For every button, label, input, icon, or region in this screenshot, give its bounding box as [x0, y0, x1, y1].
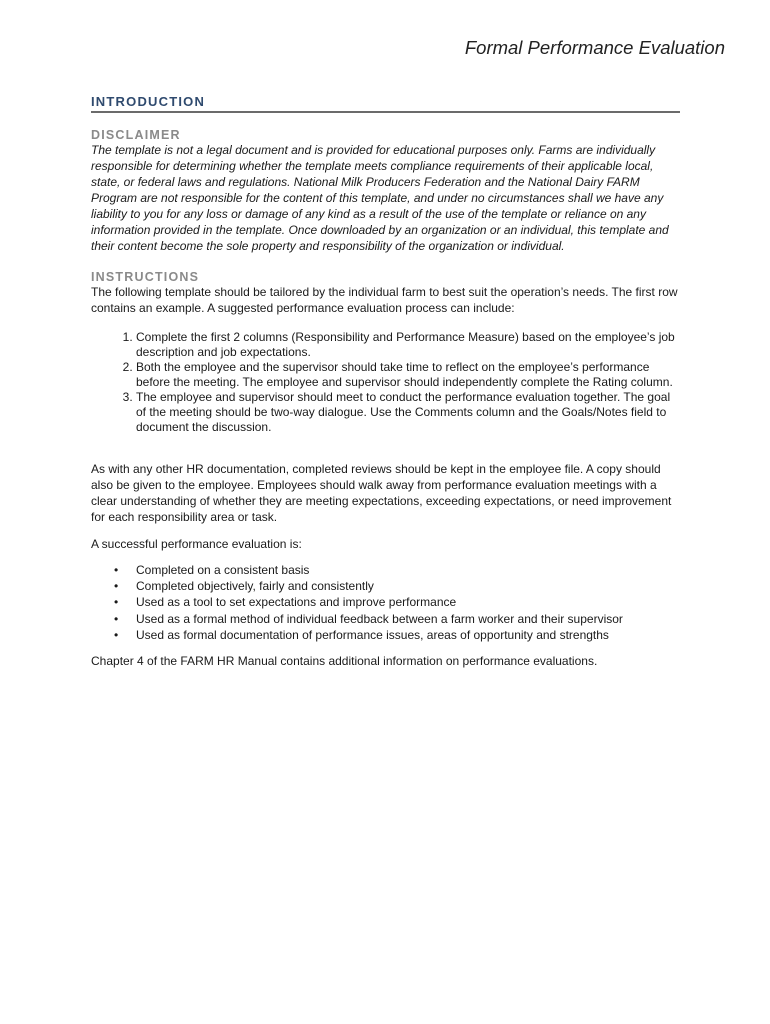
- list-item: [114, 594, 680, 610]
- list-item-text: Used as formal documentation of performance issues, areas of opportunity and strengths: [136, 627, 609, 642]
- list-item: 3. The employee and supervisor should meet to conduct the performance evaluation together. The goal of the meeting should be two-way dialogue. Use the Comments column and the Goals/Notes field to document the discussion.: [136, 390, 680, 435]
- bullet-icon: •: [114, 579, 119, 594]
- records-paragraph: As with any other HR documentation, completed reviews should be kept in the employee file. A copy should also be given to the employee. Employees should walk away from performance evaluation meetings with a clear understanding of whether they are meeting expectations, exceeding expectations, or need improvement for each responsibility area or task.: [91, 462, 672, 524]
- document-body: [91, 94, 680, 669]
- instructions-text: The following template should be tailored by the individual farm to best suit the operation’s needs. The first row contains an example. A suggested performance evaluation process can include:: [91, 285, 678, 315]
- list-item-text: Completed objectively, fairly and consistently: [136, 579, 374, 594]
- bullet-icon: •: [114, 563, 119, 577]
- list-item: [114, 562, 680, 578]
- bullet-icon: •: [114, 595, 119, 610]
- list-item: [114, 627, 680, 643]
- list-item-text: Completed on a consistent basis: [136, 563, 310, 577]
- list-item: 2. Both the employee and the supervisor should take time to reflect on the employee’s performance before the meeting. The employee and supervisor should independently complete the Rating column.: [136, 360, 680, 390]
- success-intro-text: A successful performance evaluation is:: [91, 537, 302, 551]
- instructions-heading: INSTRUCTIONS: [91, 270, 200, 284]
- list-item: [114, 578, 680, 594]
- instructions-steps-list: [91, 330, 680, 435]
- list-item: 1. Complete the first 2 columns (Responsibility and Performance Measure) based on the employee’s job description and job expectations.: [136, 330, 680, 360]
- bullet-icon: •: [114, 627, 119, 642]
- section-heading-introduction: INTRODUCTION: [91, 94, 680, 113]
- chapter-reference-note: Chapter 4 of the FARM HR Manual contains additional information on performance evaluations.: [91, 654, 598, 669]
- instructions-section: [91, 270, 680, 435]
- success-criteria-list: [91, 562, 680, 643]
- list-item: [114, 611, 680, 627]
- disclaimer-section: [91, 128, 680, 254]
- list-item-text: Used as a tool to set expectations and improve performance: [136, 595, 457, 610]
- list-item-text: Used as a formal method of individual feedback between a farm worker and their supervisor: [136, 611, 623, 626]
- disclaimer-heading: DISCLAIMER: [91, 128, 181, 142]
- page-title: Formal Performance Evaluation: [464, 37, 725, 58]
- bullet-icon: •: [114, 611, 119, 626]
- disclaimer-text: The template is not a legal document and is provided for educational purposes only. Farms are individually responsible for determining whether the template meets compliance requirements of their applicable local, state, or federal laws and regulations. National Milk Producers Federation and the National Dairy FARM Program are not responsible for the content of this template, and under no circumstances shall we have any liability to you for any loss or damage of any kind as a result of the use of the template or reliance on any information provided in the template. Once downloaded by an organization or an individual, this template and their content become the sole property and responsibility of the organization or individual.: [91, 143, 669, 253]
